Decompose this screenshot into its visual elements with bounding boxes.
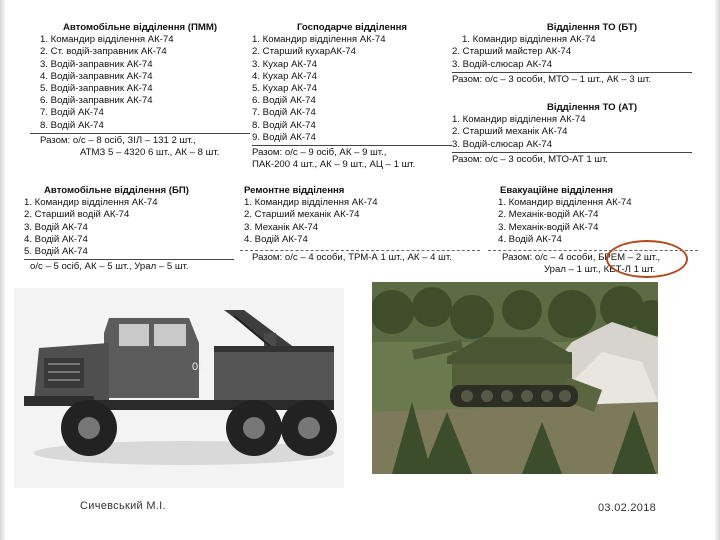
list-item: 1. Командир відділення АК-74 [462,34,596,46]
unit-summary: Разом: о/с – 4 особи, ТРМ-А 1 шт., АК – 4 шт. [252,252,452,264]
list-item: 1. Командир відділення АК-74 [244,197,378,209]
list-item: 1. Командир відділення АК-74 [252,34,386,46]
list-item: 2. Старший механік АК-74 [452,126,568,138]
unit-summary: АТМЗ 5 – 4320 6 шт., АК – 8 шт. [80,147,220,159]
unit-summary: Урал – 1 шт., КЕТ-Л 1 шт. [544,264,656,276]
list-item: 2. Ст. водій-заправник АК-74 [40,46,167,58]
unit-summary: Разом: о/с – 9 осіб, АК – 9 шт., [252,147,387,159]
list-item: 4. Водій-заправник АК-74 [40,70,153,82]
list-item: 5. Кухар АК-74 [252,83,317,95]
unit-summary: Разом: о/с – 4 особи, БРЕМ – 2 шт., [502,252,661,264]
list-item: 1. Командир відділення АК-74 [40,34,174,46]
footer-author: Сичевський М.І. [80,500,166,512]
unit-title: Автомобільне відділення (ПММ) [62,22,218,33]
unit-household [252,22,452,171]
list-item: 6. Водій АК-74 [252,95,316,107]
list-item: 1. Командир відділення АК-74 [498,197,632,209]
unit-title: Відділення ТО (АТ) [546,102,638,113]
list-item: 5. Водій-заправник АК-74 [40,83,153,95]
unit-title: Автомобільне відділення (БП) [44,185,189,196]
list-item: 4. Водій АК-74 [498,233,562,245]
unit-title: Господарче відділення [296,22,408,33]
unit-title: Евакуаційне відділення [500,185,614,196]
divider [24,259,234,260]
list-item: 3. Механік АК-74 [244,221,319,233]
divider [30,133,250,134]
divider [452,152,692,153]
unit-repair [240,185,480,264]
tracked-vehicle-illustration [372,282,658,474]
list-item: 6. Водій-заправник АК-74 [40,95,153,107]
divider [240,250,480,251]
divider [452,72,692,73]
list-item: 3. Механік-водій АК-74 [498,221,599,233]
list-item: 8. Водій АК-74 [252,119,316,131]
unit-title: Відділення ТО (БТ) [546,22,638,33]
list-item: 2. Старший майстер АК-74 [452,46,572,58]
slide-edge-right [714,0,720,540]
unit-to-bt [452,22,692,86]
list-item: 2. Механік-водій АК-74 [498,209,599,221]
unit-to-at [452,102,692,166]
unit-summary: Разом: о/с – 8 осіб, ЗІЛ – 131 2 шт., [40,134,196,146]
list-item: 3. Кухар АК-74 [252,58,317,70]
list-item: 3. Водій АК-74 [24,221,88,233]
list-item: 2. Старший водій АК-74 [24,209,130,221]
unit-pmm [30,22,250,159]
highlight-ellipse [606,240,688,278]
unit-bp [24,185,234,273]
unit-title: Ремонтне відділення [244,185,345,196]
svg-text:01: 01 [192,361,205,373]
slide-edge-left [0,0,6,540]
divider [252,145,452,146]
list-item: 9. Водій АК-74 [252,131,316,143]
list-item: 7. Водій АК-74 [252,107,316,119]
list-item: 4. Водій АК-74 [244,233,308,245]
list-item: 2. Старший механік АК-74 [244,209,360,221]
list-item: 3. Водій-слюсар АК-74 [452,58,553,70]
list-item: 3. Водій-слюсар АК-74 [452,138,553,150]
truck-illustration [14,288,344,488]
list-item: 1. Командир відділення АК-74 [24,197,158,209]
unit-summary: Разом: о/с – 3 особи, МТО – 1 шт., АК – 3 шт. [452,73,652,85]
list-item: 8. Водій АК-74 [40,119,104,131]
list-item: 4. Водій АК-74 [24,233,88,245]
photo-recovery-truck [14,288,344,488]
list-item: 4. Кухар АК-74 [252,70,317,82]
list-item: 5. Водій АК-74 [24,246,88,258]
unit-summary: ПАК-200 4 шт., АК – 9 шт., АЦ – 1 шт. [252,159,416,171]
list-item: 3. Водій-заправник АК-74 [40,58,153,70]
photo-tracked-recovery-vehicle [372,282,658,474]
list-item: 1. Командир відділення АК-74 [452,114,586,126]
unit-summary: о/с – 5 осіб, АК – 5 шт., Урал – 5 шт. [30,261,189,273]
list-item: 2. Старший кухарАК-74 [252,46,356,58]
footer-date: 03.02.2018 [598,502,657,514]
unit-summary: Разом: о/с – 3 особи, МТО-АТ 1 шт. [452,153,609,165]
list-item: 7. Водій АК-74 [40,107,104,119]
